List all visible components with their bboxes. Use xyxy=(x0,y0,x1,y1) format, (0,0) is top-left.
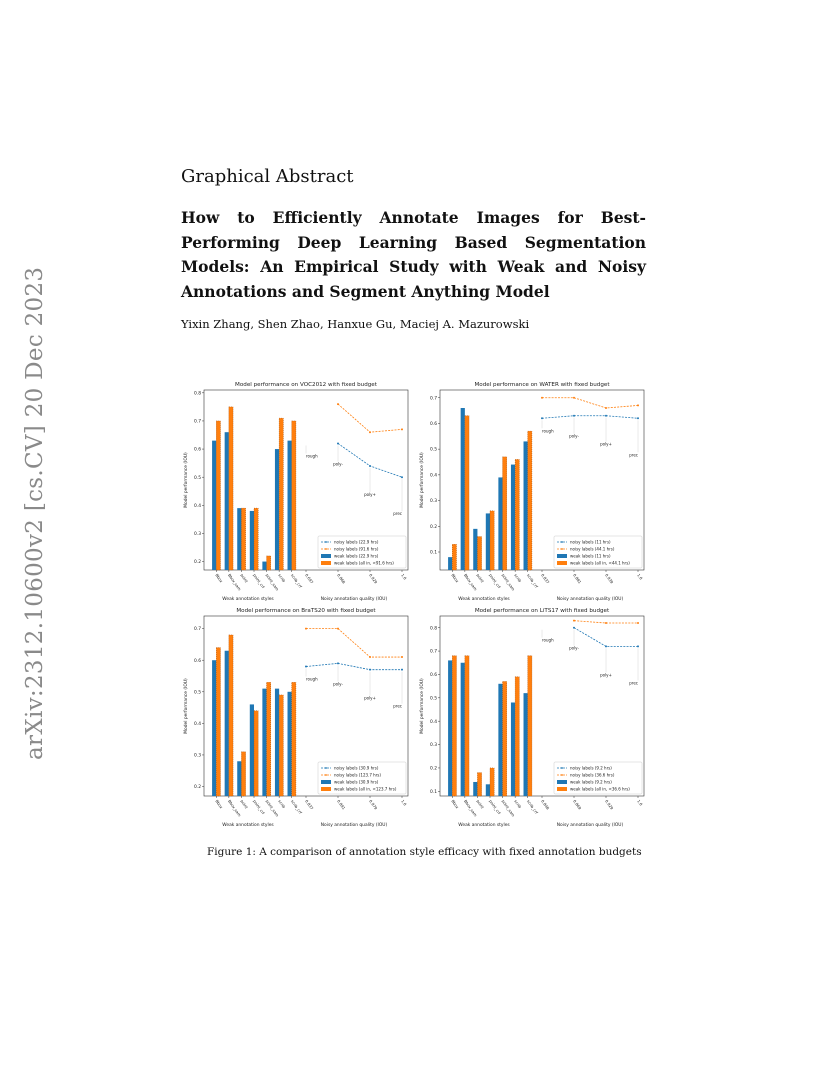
legend-label: noisy labels (123.7 hrs) xyxy=(334,772,381,778)
bar-weak-labels-all-in xyxy=(279,695,283,796)
bar-weak-labels xyxy=(461,408,465,570)
bar-weak-labels-all-in xyxy=(465,656,469,796)
category-label: Bbox xyxy=(214,572,224,584)
category-label: scrib xyxy=(277,572,287,584)
annotation-label: rough xyxy=(306,453,318,459)
y-tick-label: 0.7 xyxy=(430,649,437,655)
legend-swatch xyxy=(321,780,331,784)
y-tick-label: 0.3 xyxy=(194,753,201,759)
bar-weak-labels-all-in xyxy=(528,431,532,570)
y-tick-label: 0.5 xyxy=(430,447,437,453)
annotation-label: rough xyxy=(542,428,554,434)
bar-weak-labels-all-in xyxy=(279,418,283,570)
y-tick-label: 0.5 xyxy=(194,690,201,696)
legend-label: weak labels (all in, <91.6 hrs) xyxy=(334,560,394,566)
noisy-point xyxy=(337,442,339,444)
quality-label: 0.868 xyxy=(336,572,347,585)
x-axis-label-noisy: Noisy annotation quality (IOU) xyxy=(320,597,388,602)
bar-weak-labels-all-in xyxy=(503,457,507,570)
y-tick-label: 0.8 xyxy=(430,626,437,632)
noisy-point xyxy=(401,476,403,478)
legend-label: noisy labels (91.6 hrs) xyxy=(334,546,379,552)
y-tick-label: 0.7 xyxy=(194,419,201,425)
bar-weak-labels-all-in xyxy=(216,648,220,796)
bar-weak-labels xyxy=(448,557,452,570)
y-axis-label: Model performance (IOU) xyxy=(420,678,425,734)
bar-weak-labels xyxy=(473,782,477,796)
chart-svg xyxy=(178,378,414,604)
category-label: scrib_crf xyxy=(525,572,540,589)
legend-label: noisy labels (36.6 hrs) xyxy=(570,772,615,778)
category-label: point_sam xyxy=(264,572,281,592)
bar-weak-labels xyxy=(486,513,490,570)
legend-swatch xyxy=(557,787,567,791)
bar-weak-labels xyxy=(511,702,515,796)
category-label: Bbox xyxy=(450,798,460,810)
noisy-line xyxy=(306,629,402,657)
legend-label: weak labels (all in, <44.1 hrs) xyxy=(570,560,630,566)
y-tick-label: 0.5 xyxy=(430,696,437,702)
noisy-point xyxy=(573,397,575,399)
y-tick-label: 0.3 xyxy=(194,532,201,538)
annotation-label: poly- xyxy=(333,461,343,467)
annotation-label: prec xyxy=(393,511,402,517)
legend-marker xyxy=(561,541,563,543)
y-axis-label: Model performance (IOU) xyxy=(184,678,189,734)
chart-svg xyxy=(414,378,650,604)
bar-weak-labels xyxy=(262,562,266,570)
legend-label: weak labels (30.9 hrs) xyxy=(334,779,379,785)
chart-svg xyxy=(414,604,650,830)
bar-weak-labels-all-in xyxy=(229,407,233,570)
legend-label: noisy labels (44.1 hrs) xyxy=(570,546,615,552)
legend-swatch xyxy=(321,554,331,558)
bar-weak-labels-all-in xyxy=(515,677,519,796)
y-tick-label: 0.4 xyxy=(430,473,437,479)
annotation-label: poly+ xyxy=(600,441,612,447)
noisy-line xyxy=(542,416,638,419)
legend-marker xyxy=(325,541,327,543)
legend-label: weak labels (9.2 hrs) xyxy=(570,779,612,785)
quality-label: 0.697 xyxy=(304,572,315,585)
y-tick-label: 0.6 xyxy=(194,447,201,453)
bar-weak-labels xyxy=(250,704,254,796)
legend-swatch xyxy=(557,561,567,565)
bar-weak-labels xyxy=(212,441,216,570)
legend-marker xyxy=(561,774,563,776)
paper-title: How to Efficiently Annotate Images for Best-Performing Deep Learning Based Segmentation Models: An Empirical Study with Weak and Noisy Annotations and Segment Anything Model xyxy=(181,208,646,301)
noisy-point xyxy=(369,431,371,433)
noisy-point xyxy=(337,662,339,664)
noisy-point xyxy=(573,620,575,622)
noisy-point xyxy=(573,415,575,417)
category-label: point_sam xyxy=(500,798,517,818)
bar-weak-labels-all-in xyxy=(528,656,532,796)
category-label: Bbox_sam xyxy=(227,572,243,592)
legend-marker xyxy=(325,548,327,550)
annotation-label: poly- xyxy=(569,645,579,651)
quality-label: 1.0 xyxy=(400,798,408,807)
noisy-point xyxy=(369,669,371,671)
category-label: Bbox_sam xyxy=(227,798,243,818)
quality-label: 0.837 xyxy=(304,798,315,811)
annotation-label: poly- xyxy=(569,433,579,439)
bar-weak-labels xyxy=(212,660,216,796)
bar-weak-labels xyxy=(250,511,254,570)
y-tick-label: 0.7 xyxy=(194,627,201,633)
arxiv-identifier: arXiv:2312.10600v2 [cs.CV] 20 Dec 2023 xyxy=(22,266,48,760)
bar-weak-labels xyxy=(237,508,241,570)
noisy-point xyxy=(541,417,543,419)
annotation-label: poly+ xyxy=(364,491,376,497)
category-label: Bbox xyxy=(214,798,224,810)
noisy-point xyxy=(605,622,607,624)
category-label: point_crf xyxy=(488,798,502,816)
bar-weak-labels-all-in xyxy=(254,711,258,796)
y-tick-label: 0.2 xyxy=(194,560,201,566)
noisy-line xyxy=(306,663,402,669)
x-axis-label-noisy: Noisy annotation quality (IOU) xyxy=(556,597,624,602)
bar-weak-labels-all-in xyxy=(267,682,271,796)
category-label: Bbox_sam xyxy=(463,798,479,818)
category-label: point_crf xyxy=(488,572,502,590)
bar-weak-labels xyxy=(524,441,528,570)
category-label: point xyxy=(239,798,250,810)
bar-weak-labels xyxy=(511,465,515,570)
chart-svg xyxy=(178,604,414,830)
y-tick-label: 0.8 xyxy=(194,391,201,397)
bar-weak-labels-all-in xyxy=(292,421,296,570)
y-tick-label: 0.7 xyxy=(430,396,437,402)
category-label: point_sam xyxy=(500,572,517,592)
legend-swatch xyxy=(557,780,567,784)
chart-title: Model performance on BraTS20 with fixed budget xyxy=(236,608,376,614)
bar-weak-labels xyxy=(237,761,241,796)
noisy-point xyxy=(401,428,403,430)
quality-label: 0.929 xyxy=(604,798,615,811)
bar-weak-labels-all-in xyxy=(515,459,519,570)
noisy-point xyxy=(637,404,639,406)
bar-weak-labels-all-in xyxy=(241,508,245,570)
annotation-label: rough xyxy=(306,676,318,682)
category-label: scrib xyxy=(513,798,523,810)
legend-marker xyxy=(325,767,327,769)
y-tick-label: 0.2 xyxy=(430,524,437,530)
category-label: point_sam xyxy=(264,798,281,818)
category-label: scrib_crf xyxy=(289,572,304,589)
quality-label: 0.837 xyxy=(540,572,551,585)
annotation-label: prec xyxy=(629,680,638,686)
bar-weak-labels-all-in xyxy=(503,681,507,796)
category-label: Bbox_sam xyxy=(463,572,479,592)
bar-weak-labels xyxy=(473,529,477,570)
annotation-label: rough xyxy=(542,637,554,643)
legend-swatch xyxy=(321,787,331,791)
noisy-point xyxy=(305,628,307,630)
bar-weak-labels xyxy=(461,663,465,796)
annotation-label: poly+ xyxy=(600,672,612,678)
chart-title: Model performance on VOC2012 with fixed budget xyxy=(235,382,377,388)
bar-weak-labels-all-in xyxy=(452,544,456,570)
chart-title: Model performance on WATER with fixed budget xyxy=(474,382,610,388)
x-axis-label-weak: Weak annotation styles xyxy=(458,823,510,828)
x-axis-label-weak: Weak annotation styles xyxy=(222,597,274,602)
y-tick-label: 0.1 xyxy=(430,550,437,556)
quality-label: 1.0 xyxy=(636,572,644,581)
noisy-line xyxy=(574,628,638,647)
noisy-point xyxy=(369,465,371,467)
bar-weak-labels xyxy=(524,693,528,796)
chart-lits17 xyxy=(414,604,650,830)
quality-label: 0.869 xyxy=(572,798,583,811)
y-tick-label: 0.4 xyxy=(430,719,437,725)
bar-weak-labels-all-in xyxy=(490,511,494,570)
bar-weak-labels xyxy=(288,441,292,570)
annotation-label: poly+ xyxy=(364,695,376,701)
noisy-point xyxy=(401,669,403,671)
y-axis-label: Model performance (IOU) xyxy=(184,452,189,508)
noisy-point xyxy=(337,628,339,630)
quality-label: 0.891 xyxy=(336,798,347,811)
category-label: scrib xyxy=(513,572,523,584)
category-label: point_crf xyxy=(252,572,266,590)
x-axis-label-noisy: Noisy annotation quality (IOU) xyxy=(320,823,388,828)
quality-label: 1.0 xyxy=(400,572,408,581)
category-label: point xyxy=(475,798,486,810)
bar-weak-labels xyxy=(486,784,490,796)
x-axis-label-weak: Weak annotation styles xyxy=(458,597,510,602)
x-axis-label-noisy: Noisy annotation quality (IOU) xyxy=(556,823,624,828)
y-tick-label: 0.4 xyxy=(194,503,201,509)
bar-weak-labels xyxy=(448,660,452,796)
noisy-line xyxy=(338,404,402,432)
bar-weak-labels-all-in xyxy=(267,556,271,570)
bar-weak-labels-all-in xyxy=(254,508,258,570)
noisy-point xyxy=(605,407,607,409)
legend-marker xyxy=(561,767,563,769)
y-tick-label: 0.6 xyxy=(430,422,437,428)
legend-label: noisy labels (30.9 hrs) xyxy=(334,765,379,771)
legend-swatch xyxy=(321,561,331,565)
bar-weak-labels-all-in xyxy=(229,635,233,796)
quality-label: 0.979 xyxy=(368,798,379,811)
bar-weak-labels-all-in xyxy=(490,768,494,796)
category-label: scrib xyxy=(277,798,287,810)
y-tick-label: 0.3 xyxy=(430,743,437,749)
section-heading: Graphical Abstract xyxy=(181,166,354,187)
figure-caption: Figure 1: A comparison of annotation style efficacy with fixed annotation budgets xyxy=(207,846,642,858)
y-tick-label: 0.2 xyxy=(194,785,201,791)
annotation-label: poly- xyxy=(333,681,343,687)
bar-weak-labels xyxy=(262,689,266,796)
quality-label: 0.881 xyxy=(572,572,583,585)
bar-weak-labels-all-in xyxy=(241,752,245,796)
y-tick-label: 0.3 xyxy=(430,499,437,505)
category-label: Bbox xyxy=(450,572,460,584)
y-tick-label: 0.4 xyxy=(194,721,201,727)
bar-weak-labels xyxy=(288,692,292,796)
category-label: point xyxy=(475,572,486,584)
quality-label: 0.929 xyxy=(368,572,379,585)
chart-brats20 xyxy=(178,604,414,830)
y-tick-label: 0.6 xyxy=(430,673,437,679)
bar-weak-labels-all-in xyxy=(292,682,296,796)
bar-weak-labels xyxy=(225,651,229,796)
bar-weak-labels xyxy=(498,684,502,796)
category-label: point_crf xyxy=(252,798,266,816)
chart-water xyxy=(414,378,650,604)
legend-label: weak labels (22.9 hrs) xyxy=(334,553,379,559)
y-tick-label: 0.1 xyxy=(430,789,437,795)
noisy-point xyxy=(337,403,339,405)
quality-label: 1.0 xyxy=(636,798,644,807)
legend-label: noisy labels (9.2 hrs) xyxy=(570,765,612,771)
noisy-point xyxy=(305,666,307,668)
y-axis-label: Model performance (IOU) xyxy=(420,452,425,508)
bar-weak-labels-all-in xyxy=(452,656,456,796)
bar-weak-labels xyxy=(498,477,502,570)
legend-label: weak labels (all in, <123.7 hrs) xyxy=(334,786,397,792)
bar-weak-labels xyxy=(275,689,279,796)
legend-swatch xyxy=(557,554,567,558)
chart-title: Model performance on LiTS17 with fixed budget xyxy=(474,608,610,614)
chart-voc2012 xyxy=(178,378,414,604)
bar-weak-labels xyxy=(225,432,229,570)
noisy-point xyxy=(637,645,639,647)
category-label: scrib_crf xyxy=(289,798,304,815)
noisy-point xyxy=(369,656,371,658)
bar-weak-labels-all-in xyxy=(477,773,481,796)
author-list: Yixin Zhang, Shen Zhao, Hanxue Gu, Maciej A. Mazurowski xyxy=(181,317,530,331)
legend-label: noisy labels (11 hrs) xyxy=(570,539,611,545)
noisy-point xyxy=(605,645,607,647)
noisy-point xyxy=(573,627,575,629)
annotation-label: prec xyxy=(393,703,402,709)
y-tick-label: 0.5 xyxy=(194,475,201,481)
legend-label: weak labels (11 hrs) xyxy=(570,553,611,559)
noisy-line xyxy=(542,398,638,408)
legend-label: weak labels (all in, <36.6 hrs) xyxy=(570,786,630,792)
legend-label: noisy labels (22.9 hrs) xyxy=(334,539,379,545)
quality-label: 0.939 xyxy=(604,572,615,585)
bar-weak-labels-all-in xyxy=(216,421,220,570)
category-label: point xyxy=(239,572,250,584)
quality-label: 0.848 xyxy=(540,798,551,811)
annotation-label: prec xyxy=(629,452,638,458)
noisy-point xyxy=(401,656,403,658)
noisy-point xyxy=(637,417,639,419)
y-tick-label: 0.6 xyxy=(194,658,201,664)
legend-marker xyxy=(561,548,563,550)
category-label: scrib_crf xyxy=(525,798,540,815)
bar-weak-labels-all-in xyxy=(465,416,469,570)
bar-weak-labels xyxy=(275,449,279,570)
bar-weak-labels-all-in xyxy=(477,537,481,570)
noisy-point xyxy=(637,622,639,624)
y-tick-label: 0.2 xyxy=(430,766,437,772)
legend-marker xyxy=(325,774,327,776)
x-axis-label-weak: Weak annotation styles xyxy=(222,823,274,828)
noisy-point xyxy=(605,415,607,417)
noisy-point xyxy=(541,397,543,399)
